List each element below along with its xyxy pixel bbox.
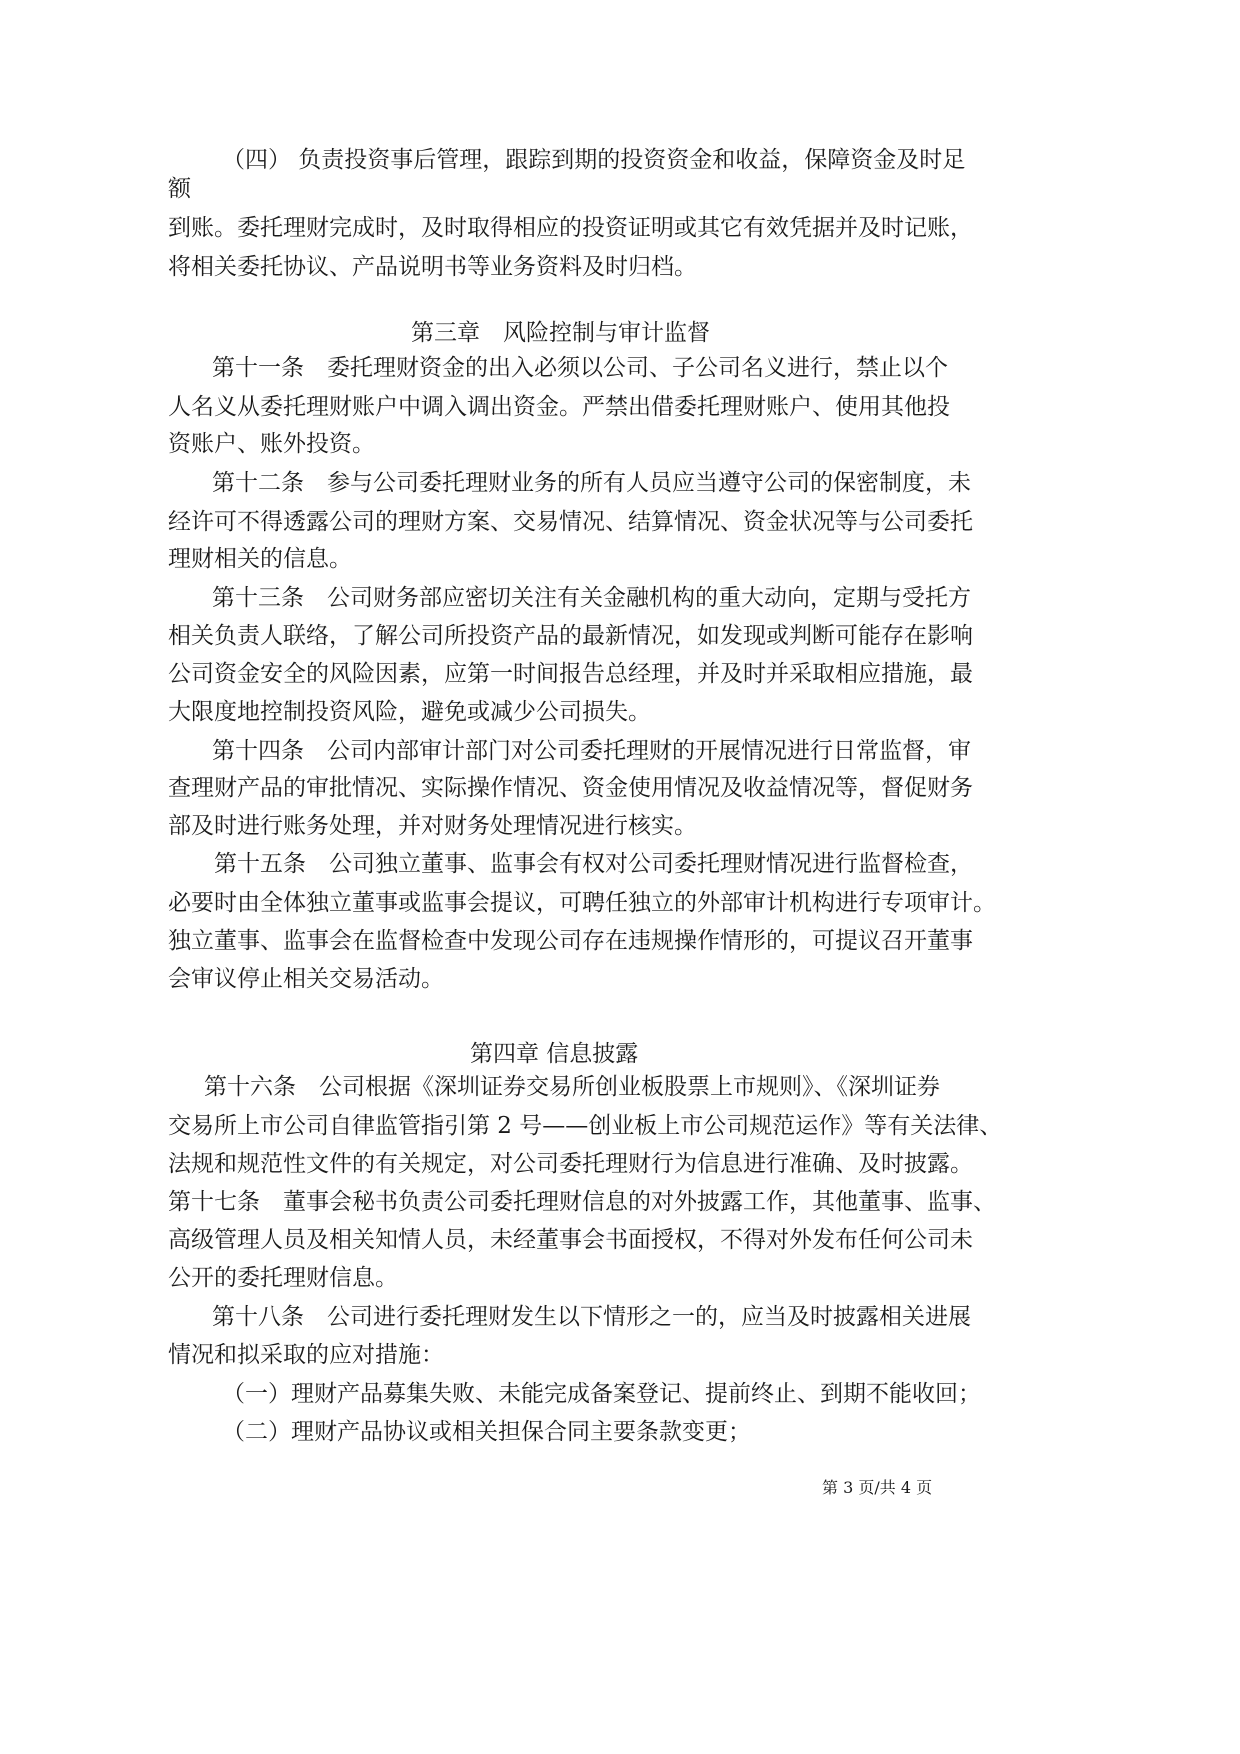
- paragraph-line: （四） 负责投资事后管理，跟踪到期的投资资金和收益，保障资金及时足: [222, 147, 966, 173]
- paragraph-line: 人名义从委托理财账户中调入调出资金。严禁出借委托理财账户、使用其他投: [168, 394, 950, 420]
- paragraph-line: 额: [168, 176, 191, 202]
- paragraph-line: 第十三条 公司财务部应密切关注有关金融机构的重大动向，定期与受托方: [212, 585, 971, 611]
- paragraph-line: 经许可不得透露公司的理财方案、交易情况、结算情况、资金状况等与公司委托: [168, 509, 973, 535]
- paragraph-line: 查理财产品的审批情况、实际操作情况、资金使用情况及收益情况等，督促财务: [168, 775, 973, 801]
- paragraph-line: 第十五条 公司独立董事、监事会有权对公司委托理财情况进行监督检查，: [214, 851, 973, 877]
- paragraph-line: 资账户、账外投资。: [168, 431, 375, 457]
- paragraph-line: 高级管理人员及相关知情人员，未经董事会书面授权，不得对外发布任何公司未: [168, 1227, 973, 1253]
- paragraph-line: 部及时进行账务处理，并对财务处理情况进行核实。: [168, 813, 697, 839]
- list-item: （一）理财产品募集失败、未能完成备案登记、提前终止、到期不能收回；: [222, 1381, 981, 1407]
- paragraph-line: 第十一条 委托理财资金的出入必须以公司、子公司名义进行，禁止以个: [212, 355, 948, 381]
- paragraph-line: 必要时由全体独立董事或监事会提议，可聘任独立的外部审计机构进行专项审计。: [168, 890, 996, 916]
- paragraph-line: 第十七条 董事会秘书负责公司委托理财信息的对外披露工作，其他董事、监事、: [168, 1189, 996, 1215]
- paragraph-line: 公开的委托理财信息。: [168, 1265, 398, 1291]
- paragraph-line: 第十四条 公司内部审计部门对公司委托理财的开展情况进行日常监督，审: [212, 738, 971, 764]
- paragraph-line: 大限度地控制投资风险，避免或减少公司损失。: [168, 699, 651, 725]
- paragraph-line: 理财相关的信息。: [168, 546, 352, 572]
- paragraph-line: 到账。委托理财完成时，及时取得相应的投资证明或其它有效凭据并及时记账，: [168, 215, 973, 241]
- paragraph-line: 将相关委托协议、产品说明书等业务资料及时归档。: [168, 254, 697, 280]
- paragraph-line: 交易所上市公司自律监管指引第 2 号——创业板上市公司规范运作》等有关法律、: [168, 1113, 1003, 1139]
- page-number: 第 3 页/共 4 页: [822, 1478, 933, 1497]
- list-item: （二）理财产品协议或相关担保合同主要条款变更；: [222, 1419, 751, 1445]
- paragraph-line: 情况和拟采取的应对措施：: [168, 1342, 444, 1368]
- paragraph-line: 会审议停止相关交易活动。: [168, 966, 444, 992]
- paragraph-line: 第十六条 公司根据《深圳证券交易所创业板股票上市规则》、《深圳证券: [204, 1074, 940, 1100]
- chapter-heading: 第四章 信息披露: [470, 1041, 639, 1067]
- chapter-heading: 第三章 风险控制与审计监督: [411, 320, 710, 346]
- paragraph-line: 第十八条 公司进行委托理财发生以下情形之一的，应当及时披露相关进展: [212, 1304, 971, 1330]
- paragraph-line: 法规和规范性文件的有关规定，对公司委托理财行为信息进行准确、及时披露。: [168, 1151, 973, 1177]
- paragraph-line: 独立董事、监事会在监督检查中发现公司存在违规操作情形的，可提议召开董事: [168, 928, 973, 954]
- paragraph-line: 公司资金安全的风险因素，应第一时间报告总经理，并及时并采取相应措施，最: [168, 661, 973, 687]
- paragraph-line: 第十二条 参与公司委托理财业务的所有人员应当遵守公司的保密制度，未: [212, 470, 971, 496]
- paragraph-line: 相关负责人联络，了解公司所投资产品的最新情况，如发现或判断可能存在影响: [168, 623, 973, 649]
